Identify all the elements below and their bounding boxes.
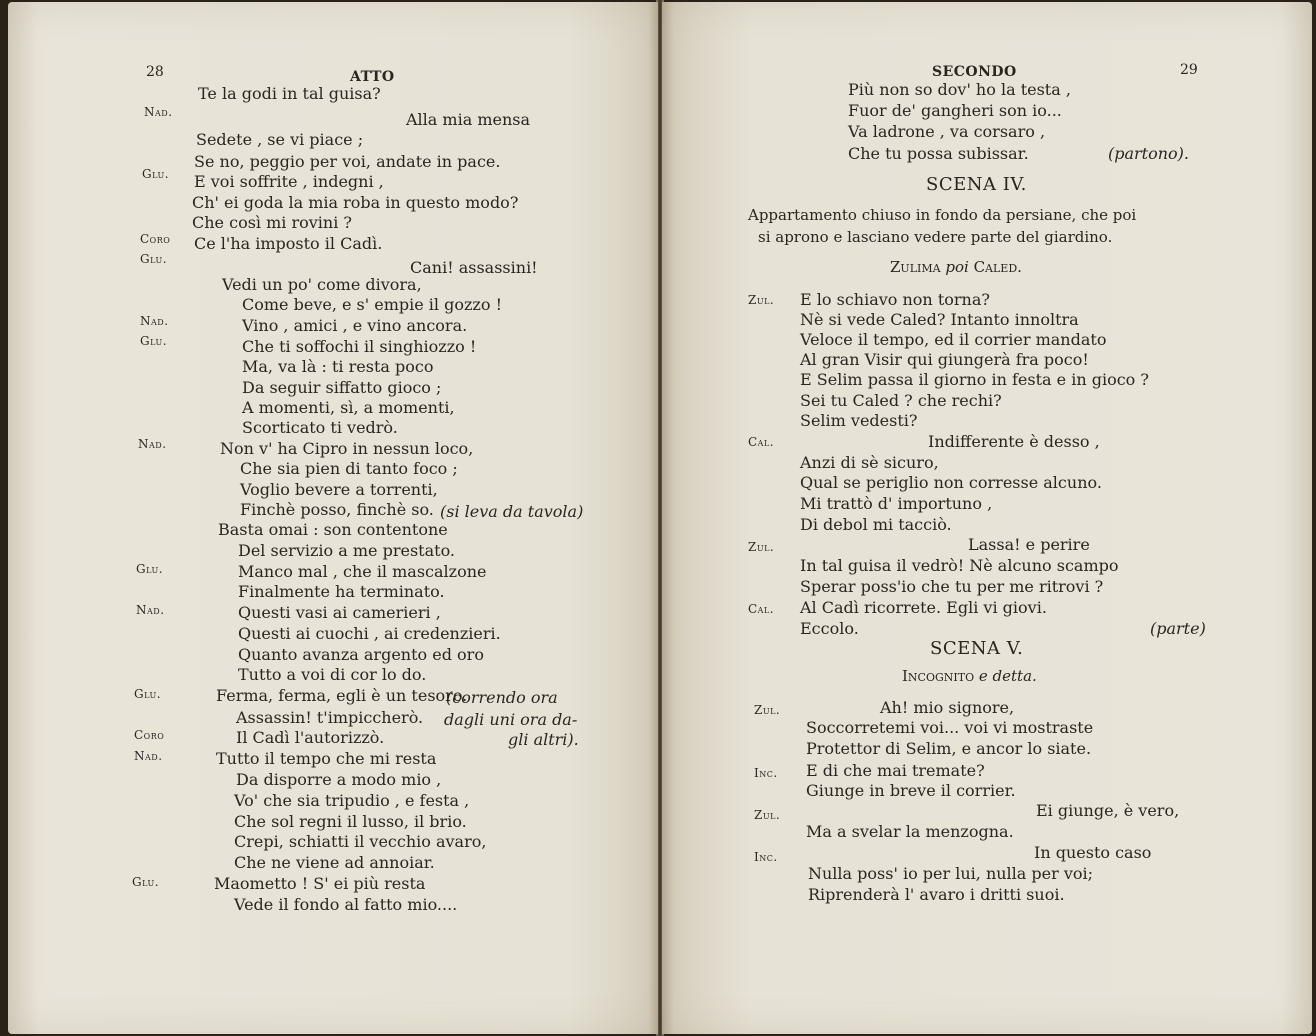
verse-line: Da disporre a modo mio , bbox=[236, 770, 442, 789]
scene-characters: Zulima poi Caled. bbox=[890, 258, 1022, 276]
verse-line: Ch' ei goda la mia roba in questo modo? bbox=[192, 193, 519, 212]
verse-line: Sei tu Caled ? che rechi? bbox=[800, 391, 1002, 410]
speaker-label: Inc. bbox=[754, 766, 778, 780]
verse-line: Tutto a voi di cor lo do. bbox=[238, 665, 427, 684]
verse-line: Il Cadì l'autorizzò. bbox=[236, 728, 385, 747]
speaker-label: Coro bbox=[140, 232, 171, 246]
stage-setting: si aprono e lasciano vedere parte del giardino. bbox=[758, 228, 1113, 246]
verse-line: Da seguir siffatto gioco ; bbox=[242, 378, 442, 397]
verse-line: Come beve, e s' empie il gozzo ! bbox=[242, 295, 502, 314]
verse-line: A momenti, sì, a momenti, bbox=[242, 398, 455, 417]
speaker-label: Glu. bbox=[142, 167, 170, 181]
speaker-label: Nad. bbox=[140, 314, 169, 328]
verse-line: Questi ai cuochi , ai credenzieri. bbox=[238, 624, 501, 643]
running-header-left: ATTO bbox=[350, 69, 395, 85]
speaker-label: Zul. bbox=[754, 808, 781, 822]
speaker-label: Nad. bbox=[136, 603, 165, 617]
verse-line: Voglio bevere a torrenti, bbox=[240, 480, 438, 499]
speaker-label: Nad. bbox=[144, 105, 173, 119]
verse-line: E lo schiavo non torna? bbox=[800, 290, 990, 309]
verse-line: Se no, peggio per voi, andate in pace. bbox=[194, 152, 501, 171]
speaker-label: Glu. bbox=[140, 252, 168, 266]
stage-direction: dagli uni ora da- bbox=[444, 710, 578, 729]
verse-line: Nulla poss' io per lui, nulla per voi; bbox=[808, 864, 1094, 883]
verse-line: Che sia pien di tanto foco ; bbox=[240, 459, 458, 478]
stage-direction: (parte) bbox=[1150, 619, 1206, 638]
verse-line: Te la godi in tal guisa? bbox=[198, 84, 381, 103]
verse-line: Di debol mi tacciò. bbox=[800, 515, 952, 534]
verse-line: Non v' ha Cipro in nessun loco, bbox=[220, 439, 474, 458]
verse-line: E voi soffrite , indegni , bbox=[194, 172, 384, 191]
verse-line: Lassa! e perire bbox=[968, 535, 1090, 554]
verse-line: Tutto il tempo che mi resta bbox=[216, 749, 437, 768]
scene-characters: Incognito e detta. bbox=[902, 667, 1037, 685]
verse-line: Protettor di Selim, e ancor lo siate. bbox=[806, 739, 1092, 758]
verse-line: Quanto avanza argento ed oro bbox=[238, 645, 484, 664]
verse-line: Più non so dov' ho la testa , bbox=[848, 80, 1071, 99]
verse-line: Ma a svelar la menzogna. bbox=[806, 822, 1014, 841]
speaker-label: Zul. bbox=[748, 293, 775, 307]
verse-line: Sedete , se vi piace ; bbox=[196, 130, 364, 149]
verse-line: Ah! mio signore, bbox=[880, 698, 1015, 717]
verse-line: Cani! assassini! bbox=[410, 258, 538, 277]
verse-line: Vino , amici , e vino ancora. bbox=[242, 316, 468, 335]
verse-line: Sperar poss'io che tu per me ritrovi ? bbox=[800, 577, 1104, 596]
verse-line: Crepi, schiatti il vecchio avaro, bbox=[234, 832, 487, 851]
verse-line: E Selim passa il giorno in festa e in gioco ? bbox=[800, 370, 1149, 389]
speaker-label: Glu. bbox=[140, 334, 168, 348]
verse-line: In tal guisa il vedrò! Nè alcuno scampo bbox=[800, 556, 1119, 575]
verse-line: Vede il fondo al fatto mio.... bbox=[234, 895, 458, 914]
verse-line: Anzi di sè sicuro, bbox=[800, 453, 939, 472]
speaker-label: Inc. bbox=[754, 850, 778, 864]
speaker-label: Glu. bbox=[132, 875, 160, 889]
speaker-label: Nad. bbox=[138, 437, 167, 451]
verse-line: Che così mi rovini ? bbox=[192, 213, 353, 232]
left-page bbox=[8, 2, 658, 1034]
verse-line: Finalmente ha terminato. bbox=[238, 582, 445, 601]
verse-line: Del servizio a me prestato. bbox=[238, 541, 456, 560]
verse-line: Che ne viene ad annoiar. bbox=[234, 853, 435, 872]
scene-title: SCENA V. bbox=[930, 638, 1024, 659]
verse-line: Maometto ! S' ei più resta bbox=[214, 874, 426, 893]
speaker-label: Cal. bbox=[748, 602, 775, 616]
stage-direction: gli altri). bbox=[508, 730, 579, 749]
speaker-label: Nad. bbox=[134, 749, 163, 763]
scene-title: SCENA IV. bbox=[926, 174, 1027, 195]
speaker-label: Glu. bbox=[136, 562, 164, 576]
verse-line: Finchè posso, finchè so. bbox=[240, 500, 434, 519]
stage-direction: (partono). bbox=[1108, 144, 1189, 163]
verse-line: Manco mal , che il mascalzone bbox=[238, 562, 487, 581]
verse-line: Questi vasi ai camerieri , bbox=[238, 603, 441, 622]
verse-line: In questo caso bbox=[1034, 843, 1152, 862]
verse-line: Al Cadì ricorrete. Egli vi giovi. bbox=[800, 598, 1047, 617]
verse-line: E di che mai tremate? bbox=[806, 761, 985, 780]
verse-line: Va ladrone , va corsaro , bbox=[848, 122, 1046, 141]
verse-line: Eccolo. bbox=[800, 619, 859, 638]
speaker-label: Cal. bbox=[748, 435, 775, 449]
stage-direction: (correndo ora bbox=[446, 688, 558, 707]
verse-line: Ferma, ferma, egli è un tesoro. bbox=[216, 686, 468, 705]
verse-line: Ma, va là : ti resta poco bbox=[242, 357, 434, 376]
stage-direction: (si leva da tavola) bbox=[440, 502, 584, 521]
verse-line: Ce l'ha imposto il Cadì. bbox=[194, 234, 383, 253]
verse-line: Fuor de' gangheri son io... bbox=[848, 101, 1062, 120]
verse-line: Giunge in breve il corrier. bbox=[806, 781, 1016, 800]
verse-line: Indifferente è desso , bbox=[928, 432, 1100, 451]
verse-line: Che tu possa subissar. bbox=[848, 144, 1029, 163]
verse-line: Ei giunge, è vero, bbox=[1036, 801, 1180, 820]
page-number-left: 28 bbox=[146, 64, 164, 80]
stage-setting: Appartamento chiuso in fondo da persiane, che poi bbox=[748, 206, 1137, 224]
speaker-label: Zul. bbox=[748, 540, 775, 554]
verse-line: Vedi un po' come divora, bbox=[222, 275, 422, 294]
verse-line: Qual se periglio non corresse alcuno. bbox=[800, 473, 1102, 492]
verse-line: Scorticato ti vedrò. bbox=[242, 418, 398, 437]
verse-line: Soccorretemi voi... voi vi mostraste bbox=[806, 718, 1094, 737]
speaker-label: Coro bbox=[134, 728, 165, 742]
verse-line: Al gran Visir qui giungerà fra poco! bbox=[800, 350, 1089, 369]
running-header-right: SECONDO bbox=[932, 64, 1017, 80]
speaker-label: Zul. bbox=[754, 703, 781, 717]
verse-line: Che ti soffochi il singhiozzo ! bbox=[242, 337, 477, 356]
verse-line: Assassin! t'impiccherò. bbox=[236, 708, 424, 727]
verse-line: Riprenderà l' avaro i dritti suoi. bbox=[808, 885, 1065, 904]
verse-line: Nè si vede Caled? Intanto innoltra bbox=[800, 310, 1079, 329]
verse-line: Veloce il tempo, ed il corrier mandato bbox=[800, 330, 1107, 349]
verse-line: Selim vedesti? bbox=[800, 411, 918, 430]
verse-line: Alla mia mensa bbox=[406, 110, 531, 129]
verse-line: Basta omai : son contentone bbox=[218, 520, 448, 539]
verse-line: Che sol regni il lusso, il brio. bbox=[234, 812, 467, 831]
right-page bbox=[662, 2, 1312, 1034]
page-number-right: 29 bbox=[1180, 62, 1198, 78]
verse-line: Mi trattò d' importuno , bbox=[800, 494, 993, 513]
verse-line: Vo' che sia tripudio , e festa , bbox=[234, 791, 470, 810]
speaker-label: Glu. bbox=[134, 687, 162, 701]
